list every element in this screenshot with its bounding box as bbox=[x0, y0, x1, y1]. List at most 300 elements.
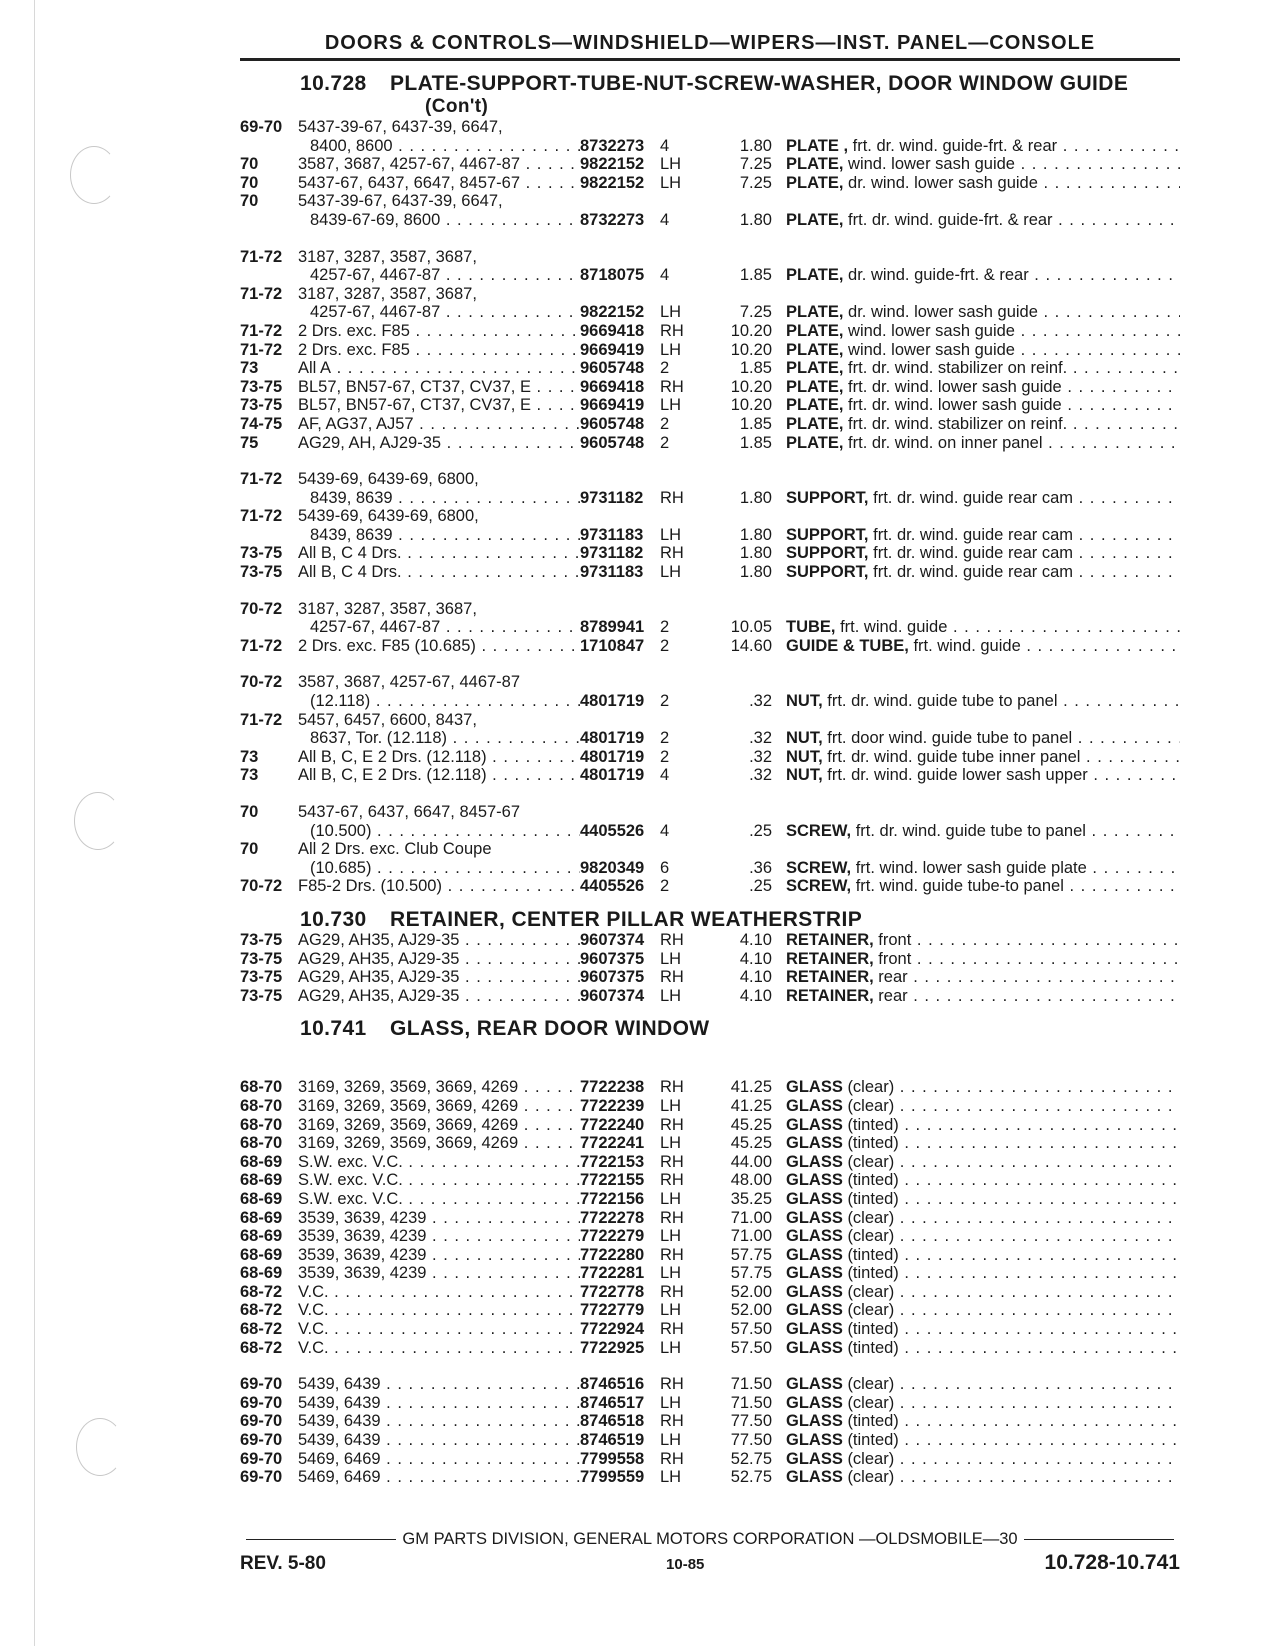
price: 41.25 bbox=[730, 1096, 772, 1115]
model-years: 73 bbox=[240, 766, 259, 785]
part-description bbox=[786, 729, 1180, 748]
description-text bbox=[786, 987, 1180, 1006]
part-name: PLATE, bbox=[786, 303, 844, 322]
description-text bbox=[786, 1412, 1180, 1431]
part-name: GLASS bbox=[786, 1096, 843, 1115]
model-text: All B, C, E 2 Drs. (12.118) . . . bbox=[298, 766, 580, 785]
model-applicability bbox=[298, 322, 580, 341]
part-description bbox=[786, 1097, 1180, 1116]
description-text bbox=[786, 618, 1180, 637]
part-number: 7722156 bbox=[580, 1189, 645, 1208]
part-description bbox=[786, 1264, 1180, 1283]
part-number: 8746518 bbox=[580, 1412, 645, 1431]
part-description bbox=[786, 637, 1180, 656]
part-number: 9607375 bbox=[580, 968, 645, 987]
part-description bbox=[786, 748, 1180, 767]
parts-row bbox=[240, 1375, 1180, 1394]
model-years: 70 bbox=[240, 192, 259, 211]
part-name: NUT, bbox=[786, 747, 823, 766]
quantity: 2 bbox=[660, 877, 670, 896]
part-name: GLASS bbox=[786, 1189, 843, 1208]
part-detail: rear bbox=[878, 968, 908, 987]
part-detail: (clear) bbox=[847, 1096, 895, 1115]
model-applicability bbox=[298, 987, 580, 1006]
footer-rule bbox=[246, 1539, 396, 1540]
model-years: 69-70 bbox=[240, 1412, 283, 1431]
part-description bbox=[786, 1171, 1180, 1190]
model-text: 8439-67-69, 8600 . . . bbox=[310, 211, 580, 230]
part-number: 7722155 bbox=[580, 1171, 645, 1190]
model-applicability bbox=[298, 748, 580, 767]
price: 10.20 bbox=[730, 377, 772, 396]
parts-row bbox=[240, 526, 1180, 545]
model-text: BL57, BN57-67, CT37, CV37, E . . . bbox=[298, 396, 580, 415]
model-years: 68-70 bbox=[240, 1078, 283, 1097]
price: 57.75 bbox=[730, 1264, 772, 1283]
model-text: 5469, 6469 . . . bbox=[298, 1468, 580, 1487]
parts-row bbox=[240, 1227, 1180, 1246]
part-description bbox=[786, 877, 1180, 896]
part-number: 7799558 bbox=[580, 1449, 645, 1468]
description-text bbox=[786, 174, 1180, 193]
quantity: LH bbox=[660, 949, 682, 968]
model-years: 69-70 bbox=[240, 1431, 283, 1450]
description-text bbox=[786, 1394, 1180, 1413]
part-number: 4801719 bbox=[580, 729, 645, 748]
part-description bbox=[786, 303, 1180, 322]
model-years: 68-69 bbox=[240, 1152, 283, 1171]
price: .32 bbox=[749, 766, 772, 785]
model-text: 8439, 8639 . . . bbox=[310, 489, 580, 508]
model-text: 3539, 3639, 4239 . . . bbox=[298, 1264, 580, 1283]
price: .36 bbox=[749, 858, 772, 877]
part-number: 7722779 bbox=[580, 1301, 645, 1320]
part-name: PLATE, bbox=[786, 377, 844, 396]
part-detail: frt. dr. wind. stabilizer on reinf. bbox=[848, 414, 1068, 433]
price: 1.80 bbox=[739, 563, 772, 582]
model-applicability bbox=[298, 507, 580, 526]
model-years: 71-72 bbox=[240, 284, 283, 303]
part-name: PLATE, bbox=[786, 359, 844, 378]
quantity: LH bbox=[660, 1431, 682, 1450]
part-number: 9669418 bbox=[580, 377, 645, 396]
description-text bbox=[786, 822, 1180, 841]
footer-publisher: GM PARTS DIVISION, GENERAL MOTORS CORPORATION —OLDSMOBILE—30 bbox=[402, 1530, 1018, 1548]
model-applicability bbox=[298, 1097, 580, 1116]
model-text: 3187, 3287, 3587, 3687, bbox=[298, 599, 477, 618]
part-name: GLASS bbox=[786, 1078, 843, 1097]
quantity: 2 bbox=[660, 359, 670, 378]
model-applicability bbox=[298, 137, 580, 156]
part-description bbox=[786, 1431, 1180, 1450]
part-name: GLASS bbox=[786, 1301, 843, 1320]
quantity: 2 bbox=[660, 618, 670, 637]
part-detail: frt. wind. guide bbox=[913, 636, 1021, 655]
parts-group bbox=[240, 803, 1180, 896]
part-detail: frt. dr. wind. guide-frt. & rear bbox=[852, 136, 1058, 155]
parts-row bbox=[240, 729, 1180, 748]
part-description bbox=[786, 822, 1180, 841]
model-applicability bbox=[298, 396, 580, 415]
parts-row bbox=[240, 1450, 1180, 1469]
part-name: PLATE, bbox=[786, 155, 844, 174]
section-number: 10.728 bbox=[300, 72, 367, 95]
parts-row bbox=[240, 1394, 1180, 1413]
part-description bbox=[786, 1134, 1180, 1153]
part-detail: (clear) bbox=[847, 1468, 895, 1487]
part-number: 9822152 bbox=[580, 155, 645, 174]
price: 7.25 bbox=[739, 173, 772, 192]
part-name: PLATE, bbox=[786, 396, 844, 415]
model-text: AG29, AH35, AJ29-35 . . . bbox=[298, 931, 580, 950]
part-number: 7722279 bbox=[580, 1227, 645, 1246]
part-description bbox=[786, 174, 1180, 193]
model-applicability bbox=[298, 711, 580, 730]
part-name: GLASS bbox=[786, 1115, 843, 1134]
parts-row bbox=[240, 637, 1180, 656]
model-years: 68-72 bbox=[240, 1320, 283, 1339]
quantity: LH bbox=[660, 155, 682, 174]
part-detail: (clear) bbox=[847, 1208, 895, 1227]
part-name: RETAINER, bbox=[786, 930, 874, 949]
part-detail: frt. dr. wind. on inner panel bbox=[848, 433, 1043, 452]
parts-row-continued bbox=[240, 803, 1180, 822]
model-years: 71-72 bbox=[240, 636, 283, 655]
part-detail: (tinted) bbox=[847, 1115, 899, 1134]
model-text: 5437-39-67, 6437-39, 6647, bbox=[298, 118, 503, 136]
parts-row bbox=[240, 1283, 1180, 1302]
model-years: 70 bbox=[240, 173, 259, 192]
part-description bbox=[786, 155, 1180, 174]
section-number: 10.741 bbox=[300, 1017, 367, 1041]
part-name: GLASS bbox=[786, 1227, 843, 1246]
part-description bbox=[786, 618, 1180, 637]
part-number: 9607375 bbox=[580, 949, 645, 968]
model-years: 68-69 bbox=[240, 1189, 283, 1208]
part-detail: front bbox=[878, 930, 912, 949]
description-text bbox=[786, 859, 1180, 878]
parts-row bbox=[240, 563, 1180, 582]
quantity: LH bbox=[660, 396, 682, 415]
section-title bbox=[240, 908, 1180, 931]
model-applicability bbox=[298, 1431, 580, 1450]
footer-rule bbox=[1024, 1539, 1174, 1540]
model-text: 5457, 6457, 6600, 8437, bbox=[298, 710, 477, 729]
model-years: 73-75 bbox=[240, 968, 283, 987]
parts-row bbox=[240, 174, 1180, 193]
parts-row bbox=[240, 1264, 1180, 1283]
price: 77.50 bbox=[730, 1412, 772, 1431]
part-number: 9731183 bbox=[580, 563, 644, 582]
description-text bbox=[786, 1468, 1180, 1487]
quantity: RH bbox=[660, 1152, 684, 1171]
part-description bbox=[786, 341, 1180, 360]
parts-row bbox=[240, 1468, 1180, 1487]
model-applicability bbox=[298, 1264, 580, 1283]
part-number: 9822152 bbox=[580, 173, 645, 192]
parts-group bbox=[240, 931, 1180, 1005]
part-description bbox=[786, 563, 1180, 582]
quantity: LH bbox=[660, 563, 682, 582]
punch-hole bbox=[70, 146, 118, 204]
model-applicability bbox=[298, 1375, 580, 1394]
model-applicability bbox=[298, 766, 580, 785]
quantity: 4 bbox=[660, 210, 670, 229]
model-applicability bbox=[298, 1171, 580, 1190]
model-text: All B, C 4 Drs. . . . bbox=[298, 544, 580, 563]
price: 10.20 bbox=[730, 340, 772, 359]
model-text: All B, C 4 Drs. . . . bbox=[298, 563, 580, 582]
description-text bbox=[786, 137, 1180, 156]
model-text: 5439, 6439 . . . bbox=[298, 1412, 580, 1431]
part-description bbox=[786, 1078, 1180, 1097]
parts-row-continued bbox=[240, 507, 1180, 526]
model-applicability bbox=[298, 1134, 580, 1153]
model-text: AF, AG37, AJ57 . . . bbox=[298, 415, 580, 434]
parts-group bbox=[240, 118, 1180, 230]
page-margin-rule bbox=[34, 0, 35, 1646]
model-years: 73 bbox=[240, 747, 259, 766]
model-text: 8400, 8600 . . . bbox=[310, 137, 580, 156]
model-years: 70 bbox=[240, 840, 259, 859]
model-applicability bbox=[298, 968, 580, 987]
part-description bbox=[786, 359, 1180, 378]
part-name: GUIDE & TUBE, bbox=[786, 636, 909, 655]
part-name: GLASS bbox=[786, 1245, 843, 1264]
model-years: 69-70 bbox=[240, 1449, 283, 1468]
section-gap bbox=[240, 1040, 1180, 1048]
part-name: GLASS bbox=[786, 1449, 843, 1468]
price: 1.85 bbox=[739, 266, 772, 285]
part-name: GLASS bbox=[786, 1320, 843, 1339]
model-text: AG29, AH35, AJ29-35 . . . bbox=[298, 950, 580, 969]
model-years: 73-75 bbox=[240, 544, 283, 563]
part-name: PLATE, bbox=[786, 433, 844, 452]
part-detail: frt. dr. wind. guide rear cam bbox=[873, 544, 1074, 563]
part-name: GLASS bbox=[786, 1431, 843, 1450]
part-name: GLASS bbox=[786, 1393, 843, 1412]
quantity: RH bbox=[660, 968, 684, 987]
parts-row bbox=[240, 1078, 1180, 1097]
model-applicability bbox=[298, 1116, 580, 1135]
quantity: LH bbox=[660, 1096, 682, 1115]
model-applicability bbox=[298, 840, 580, 859]
model-applicability bbox=[298, 434, 580, 453]
model-applicability bbox=[298, 1320, 580, 1339]
parts-row bbox=[240, 359, 1180, 378]
model-applicability bbox=[298, 822, 580, 841]
model-applicability bbox=[298, 563, 580, 582]
part-detail: (tinted) bbox=[847, 1134, 899, 1153]
quantity: LH bbox=[660, 986, 682, 1005]
description-text bbox=[786, 489, 1180, 508]
part-detail: (clear) bbox=[847, 1282, 895, 1301]
part-description bbox=[786, 766, 1180, 785]
part-description bbox=[786, 950, 1180, 969]
parts-row-continued bbox=[240, 118, 1180, 137]
part-detail: frt. dr. wind. guide rear cam bbox=[873, 563, 1074, 582]
price: 14.60 bbox=[730, 636, 772, 655]
part-name: RETAINER, bbox=[786, 968, 874, 987]
part-detail: dr. wind. lower sash guide bbox=[848, 303, 1038, 322]
part-number: 8789941 bbox=[580, 618, 645, 637]
parts-row bbox=[240, 322, 1180, 341]
part-description bbox=[786, 1450, 1180, 1469]
model-years: 69-70 bbox=[240, 1393, 283, 1412]
parts-row bbox=[240, 1116, 1180, 1135]
part-number: 9820349 bbox=[580, 858, 645, 877]
part-name: PLATE, bbox=[786, 210, 844, 229]
model-text: V.C. . . . bbox=[298, 1301, 580, 1320]
part-name: SCREW, bbox=[786, 821, 852, 840]
part-name: RETAINER, bbox=[786, 986, 874, 1005]
punch-hole bbox=[76, 1418, 124, 1476]
quantity: 2 bbox=[660, 747, 670, 766]
model-text: V.C. . . . bbox=[298, 1320, 580, 1339]
quantity: LH bbox=[660, 1134, 682, 1153]
part-detail: (tinted) bbox=[847, 1264, 899, 1283]
part-detail: (tinted) bbox=[847, 1189, 899, 1208]
parts-group bbox=[240, 673, 1180, 785]
quantity: LH bbox=[660, 1393, 682, 1412]
parts-row bbox=[240, 748, 1180, 767]
part-detail: (tinted) bbox=[847, 1412, 899, 1431]
part-name: SUPPORT, bbox=[786, 544, 869, 563]
part-detail: frt. dr. wind. guide rear cam bbox=[873, 525, 1074, 544]
model-applicability bbox=[298, 1394, 580, 1413]
parts-row bbox=[240, 378, 1180, 397]
description-text bbox=[786, 322, 1180, 341]
part-name: TUBE, bbox=[786, 618, 836, 637]
part-detail: frt. dr. wind. guide lower sash upper bbox=[827, 766, 1088, 785]
part-description bbox=[786, 692, 1180, 711]
price: 1.85 bbox=[739, 359, 772, 378]
model-text: S.W. exc. V.C. . . . bbox=[298, 1190, 580, 1209]
part-name: PLATE, bbox=[786, 173, 844, 192]
part-number: 9731182 bbox=[580, 544, 644, 563]
part-name: GLASS bbox=[786, 1208, 843, 1227]
part-name: PLATE, bbox=[786, 414, 844, 433]
description-text bbox=[786, 1375, 1180, 1394]
quantity: LH bbox=[660, 525, 682, 544]
part-number: 7722153 bbox=[580, 1152, 645, 1171]
model-applicability bbox=[298, 266, 580, 285]
parts-row bbox=[240, 1320, 1180, 1339]
model-applicability bbox=[298, 1209, 580, 1228]
description-text bbox=[786, 950, 1180, 969]
part-detail: (clear) bbox=[847, 1449, 895, 1468]
model-applicability bbox=[298, 1339, 580, 1358]
price: .25 bbox=[749, 821, 772, 840]
model-text: All A . . . bbox=[298, 359, 580, 378]
model-years: 68-72 bbox=[240, 1282, 283, 1301]
part-detail: (tinted) bbox=[847, 1338, 899, 1357]
description-text bbox=[786, 526, 1180, 545]
quantity: RH bbox=[660, 321, 684, 340]
model-text: AG29, AH, AJ29-35 . . . bbox=[298, 434, 580, 453]
quantity: 2 bbox=[660, 692, 670, 711]
model-years: 68-70 bbox=[240, 1096, 283, 1115]
part-number: 4801719 bbox=[580, 766, 645, 785]
description-text bbox=[786, 766, 1180, 785]
part-description bbox=[786, 1375, 1180, 1394]
parts-row bbox=[240, 1339, 1180, 1358]
part-detail: (tinted) bbox=[847, 1245, 899, 1264]
part-description bbox=[786, 415, 1180, 434]
description-text bbox=[786, 359, 1180, 378]
model-applicability bbox=[298, 618, 580, 637]
quantity: RH bbox=[660, 1320, 684, 1339]
part-name: GLASS bbox=[786, 1152, 843, 1171]
parts-group bbox=[240, 1078, 1180, 1357]
parts-row bbox=[240, 1190, 1180, 1209]
model-years: 73-75 bbox=[240, 930, 283, 949]
parts-row bbox=[240, 1301, 1180, 1320]
price: .25 bbox=[749, 877, 772, 896]
model-text: AG29, AH35, AJ29-35 . . . bbox=[298, 987, 580, 1006]
part-detail: (tinted) bbox=[847, 1431, 899, 1450]
part-number: 9607374 bbox=[580, 930, 645, 949]
price: 45.25 bbox=[730, 1134, 772, 1153]
description-text bbox=[786, 341, 1180, 360]
model-applicability bbox=[298, 673, 580, 692]
parts-row bbox=[240, 987, 1180, 1006]
model-years: 68-70 bbox=[240, 1134, 283, 1153]
description-text bbox=[786, 1283, 1180, 1302]
parts-row bbox=[240, 1431, 1180, 1450]
model-years: 70-72 bbox=[240, 877, 283, 896]
model-years: 69-70 bbox=[240, 1375, 283, 1394]
parts-row-continued bbox=[240, 470, 1180, 489]
model-applicability bbox=[298, 1078, 580, 1097]
part-number: 7722278 bbox=[580, 1208, 645, 1227]
price: 52.75 bbox=[730, 1468, 772, 1487]
part-number: 9605748 bbox=[580, 433, 645, 452]
description-text bbox=[786, 1134, 1180, 1153]
model-applicability bbox=[298, 544, 580, 563]
part-detail: frt. dr. wind. guide tube inner panel bbox=[827, 747, 1081, 766]
part-detail: rear bbox=[878, 986, 908, 1005]
quantity: LH bbox=[660, 1189, 682, 1208]
part-description bbox=[786, 1209, 1180, 1228]
description-text bbox=[786, 1171, 1180, 1190]
part-detail: (tinted) bbox=[847, 1320, 899, 1339]
model-applicability bbox=[298, 192, 580, 211]
quantity: RH bbox=[660, 1375, 684, 1394]
description-text bbox=[786, 1153, 1180, 1172]
part-name: PLATE , bbox=[786, 136, 849, 155]
model-text: 5439, 6439 . . . bbox=[298, 1394, 580, 1413]
description-text bbox=[786, 563, 1180, 582]
section-gap bbox=[240, 1048, 1180, 1078]
price: 57.50 bbox=[730, 1320, 772, 1339]
quantity: RH bbox=[660, 1171, 684, 1190]
model-text: 8637, Tor. (12.118) . . . bbox=[310, 729, 580, 748]
price: 45.25 bbox=[730, 1115, 772, 1134]
model-applicability bbox=[298, 692, 580, 711]
part-name: SUPPORT, bbox=[786, 563, 869, 582]
model-applicability bbox=[298, 155, 580, 174]
model-applicability bbox=[298, 118, 580, 137]
model-applicability bbox=[298, 600, 580, 619]
part-number: 9822152 bbox=[580, 303, 645, 322]
description-text bbox=[786, 155, 1180, 174]
part-number: 9607374 bbox=[580, 986, 645, 1005]
price: 1.80 bbox=[739, 210, 772, 229]
price: 1.85 bbox=[739, 433, 772, 452]
quantity: LH bbox=[660, 173, 682, 192]
description-text bbox=[786, 303, 1180, 322]
